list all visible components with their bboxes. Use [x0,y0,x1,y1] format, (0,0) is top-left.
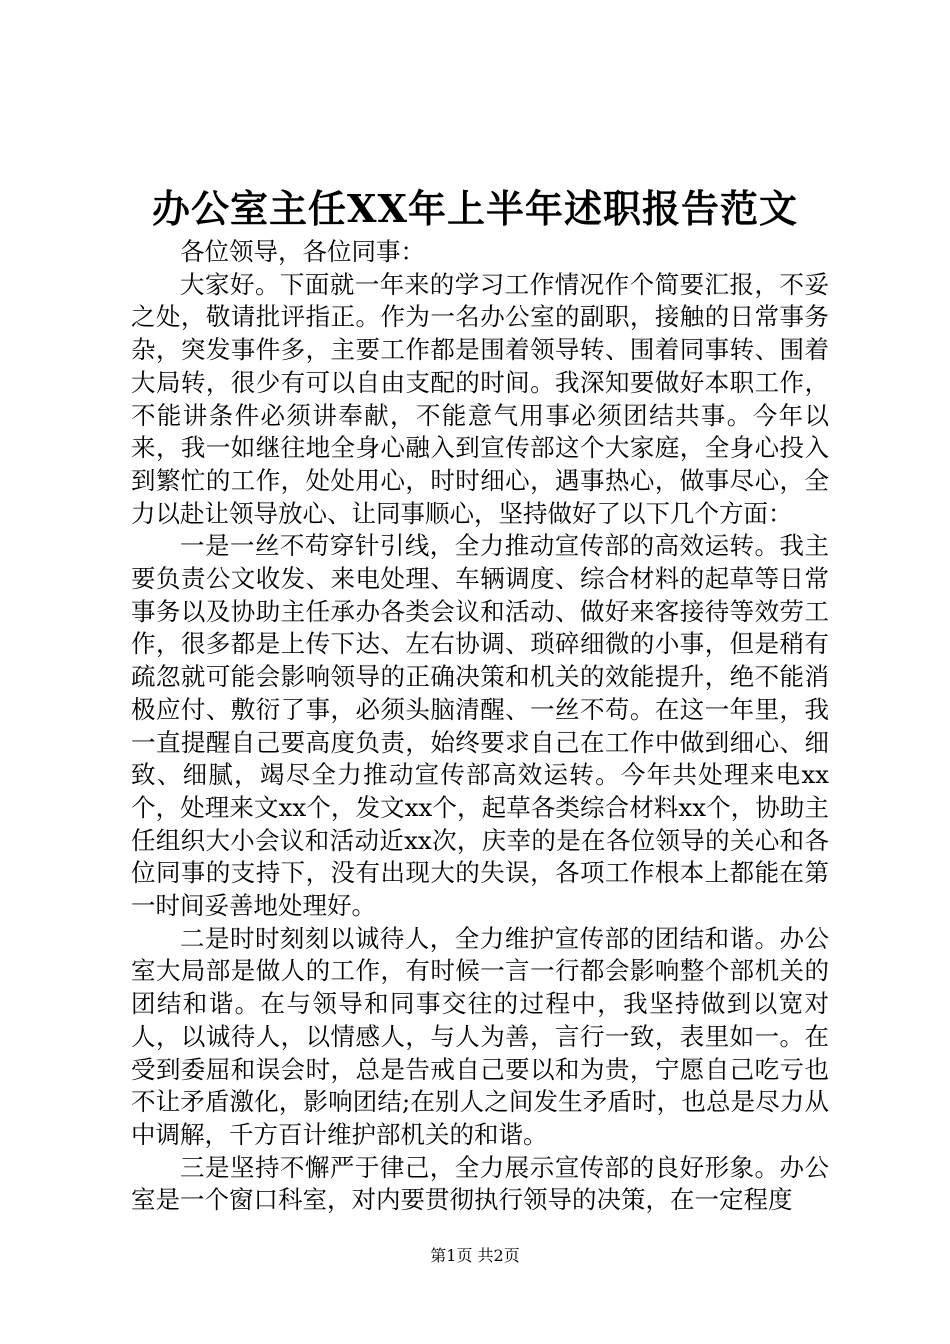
page-footer: 第1页 共2页 [430,1246,520,1265]
point-one-paragraph: 一是一丝不苟穿针引线，全力推动宣传部的高效运转。我主要负责公文收发、来电处理、车辆调度、综合材料的起草等日常事务以及协助主任承办各类会议和活动、做好来客接待等效劳工作，很多都是上传下达、左右协调、琐碎细微的小事，但是稍有疏忽就可能会影响领导的正确决策和机关的效能提升，绝不能消极应付、敷衍了事，必须头脑清醒、一丝不苟。在这一年里，我一直提醒自己要高度负责，始终要求自己在工作中做到细心、细致、细腻，竭尽全力推动宣传部高效运转。今年共处理来电xx个，处理来文xx个，发文xx个，起草各类综合材料xx个，协助主任组织大小会议和活动近xx次，庆幸的是在各位领导的关心和各位同事的支持下，没有出现大的失误，各项工作根本上都能在第一时间妥善地处理好。 [131,531,829,921]
intro-paragraph: 大家好。下面就一年来的学习工作情况作个简要汇报，不妥之处，敬请批评指正。作为一名办公室的副职，接触的日常事务杂，突发事件多，主要工作都是围着领导转、围着同事转、围着大局转，很少有可以自由支配的时间。我深知要做好本职工作，不能讲条件必须讲奉献，不能意气用事必须团结共事。今年以来，我一如继往地全身心融入到宣传部这个大家庭，全身心投入到繁忙的工作，处处用心，时时细心，遇事热心，做事尽心，全力以赴让领导放心、让同事顺心，坚持做好了以下几个方面： [131,269,829,528]
point-two-paragraph: 二是时时刻刻以诚待人，全力维护宣传部的团结和谐。办公室大局部是做人的工作，有时候一言一行都会影响整个部机关的团结和谐。在与领导和同事交往的过程中，我坚持做到以宽对人，以诚待人，以情感人，与人为善，言行一致，表里如一。在受到委屈和误会时，总是告戒自己要以和为贵，宁愿自己吃亏也不让矛盾激化，影响团结;在别人之间发生矛盾时，也总是尽力从中调解，千方百计维护部机关的和谐。 [131,923,829,1149]
document-title: 办公室主任XX年上半年述职报告范文 [152,186,798,231]
salutation-paragraph: 各位领导，各位同事： [180,237,425,266]
point-three-paragraph: 三是坚持不懈严于律己，全力展示宣传部的良好形象。办公室是一个窗口科室，对内要贯彻执行领导的决策，在一定程度 [131,1152,829,1215]
document-body [131,236,829,1217]
